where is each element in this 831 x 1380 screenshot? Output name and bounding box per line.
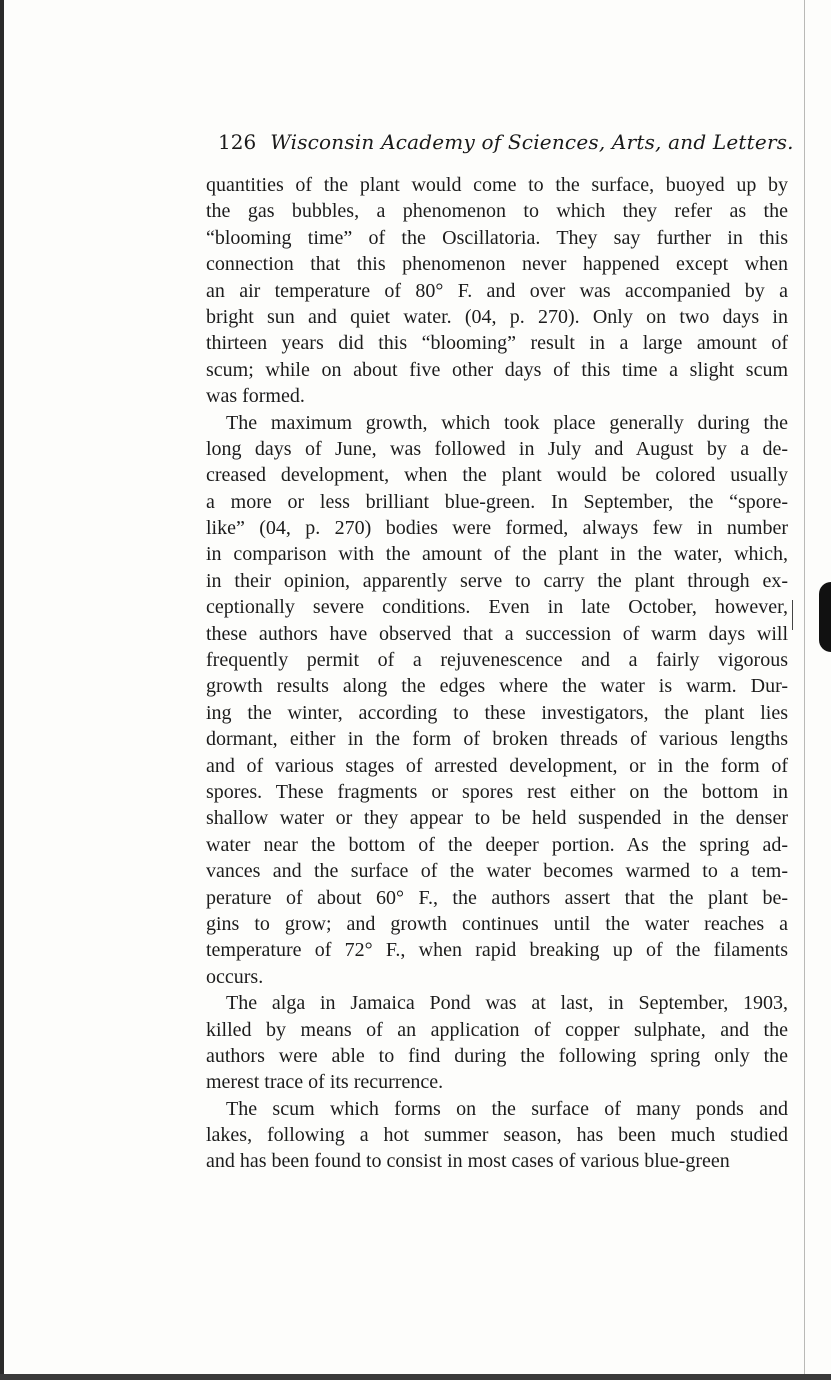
text-line: dormant, either in the form of broken threads of various lengths	[206, 728, 788, 751]
text-line: killed by means of an application of copper sulphate, and the	[206, 1018, 788, 1041]
text-line: and has been found to consist in most cases of various blue-green	[206, 1150, 730, 1173]
text-line: thirteen years did this “blooming” result in a large amount of	[206, 332, 788, 355]
text-line: long days of June, was followed in July and August by a de-	[206, 437, 788, 460]
text-line: The maximum growth, which took place generally during the	[226, 411, 788, 434]
text-line: temperature of 72° F., when rapid breaking up of the filaments	[206, 939, 788, 962]
text-line: was formed.	[206, 385, 305, 408]
paragraph	[206, 172, 788, 410]
text-line: like” (04, p. 270) bodies were formed, always few in number	[206, 517, 788, 540]
text-line: connection that this phenomenon never happened except when	[206, 253, 788, 276]
text-line: authors were able to find during the following spring only the	[206, 1044, 788, 1067]
text-line: bright sun and quiet water. (04, p. 270). Only on two days in	[206, 305, 788, 328]
text-line: growth results along the edges where the water is warm. Dur-	[206, 675, 788, 698]
scan-edge-bottom	[0, 1374, 831, 1380]
text-line: The alga in Jamaica Pond was at last, in September, 1903,	[226, 992, 788, 1015]
body-text	[206, 172, 788, 1175]
text-line: and of various stages of arrested development, or in the form of	[206, 754, 788, 777]
text-line: ceptionally severe conditions. Even in late October, however,	[206, 596, 788, 619]
text-line: in their opinion, apparently serve to carry the plant through ex-	[206, 569, 788, 592]
text-line: a more or less brilliant blue-green. In September, the “spore-	[206, 490, 788, 513]
text-line: these authors have observed that a succession of warm days will	[206, 622, 788, 645]
text-line: vances and the surface of the water becomes warmed to a tem-	[206, 860, 788, 883]
text-line: merest trace of its recurrence.	[206, 1071, 444, 1094]
text-line: creased development, when the plant would be colored usually	[206, 464, 788, 487]
text-line: water near the bottom of the deeper portion. As the spring ad-	[206, 833, 788, 856]
text-line: The scum which forms on the surface of many ponds and	[226, 1097, 788, 1120]
text-line: an air temperature of 80° F. and over was accompanied by a	[206, 279, 788, 302]
text-line: perature of about 60° F., the authors assert that the plant be-	[206, 886, 788, 909]
running-title: Wisconsin Academy of Sciences, Arts, and Letters.	[270, 130, 794, 154]
text-line: in comparison with the amount of the plant in the water, which,	[206, 543, 788, 566]
text-line: lakes, following a hot summer season, has been much studied	[206, 1124, 788, 1147]
text-line: quantities of the plant would come to the surface, buoyed up by	[206, 174, 788, 196]
margin-mark	[792, 600, 793, 630]
paragraph	[206, 410, 788, 991]
paragraph	[206, 990, 788, 1096]
paragraph	[206, 1096, 788, 1175]
text-line: ing the winter, according to these investigators, the plant lies	[206, 701, 788, 724]
text-line: occurs.	[206, 965, 264, 988]
scan-edge-left	[0, 0, 4, 1380]
text-line: shallow water or they appear to be held suspended in the denser	[206, 807, 788, 830]
text-line: the gas bubbles, a phenomenon to which they refer as the	[206, 200, 788, 223]
text-line: gins to grow; and growth continues until the water reaches a	[206, 912, 788, 935]
text-line: frequently permit of a rejuvenescence and a fairly vigorous	[206, 649, 788, 672]
text-line: spores. These fragments or spores rest either on the bottom in	[206, 780, 788, 803]
text-line: scum; while on about five other days of this time a slight scum	[206, 358, 788, 381]
text-line: “blooming time” of the Oscillatoria. They say further in this	[206, 226, 788, 249]
binding-shadow	[819, 582, 831, 652]
page-edge-right	[804, 0, 805, 1380]
running-header	[218, 130, 794, 154]
page-number: 126	[218, 130, 257, 154]
